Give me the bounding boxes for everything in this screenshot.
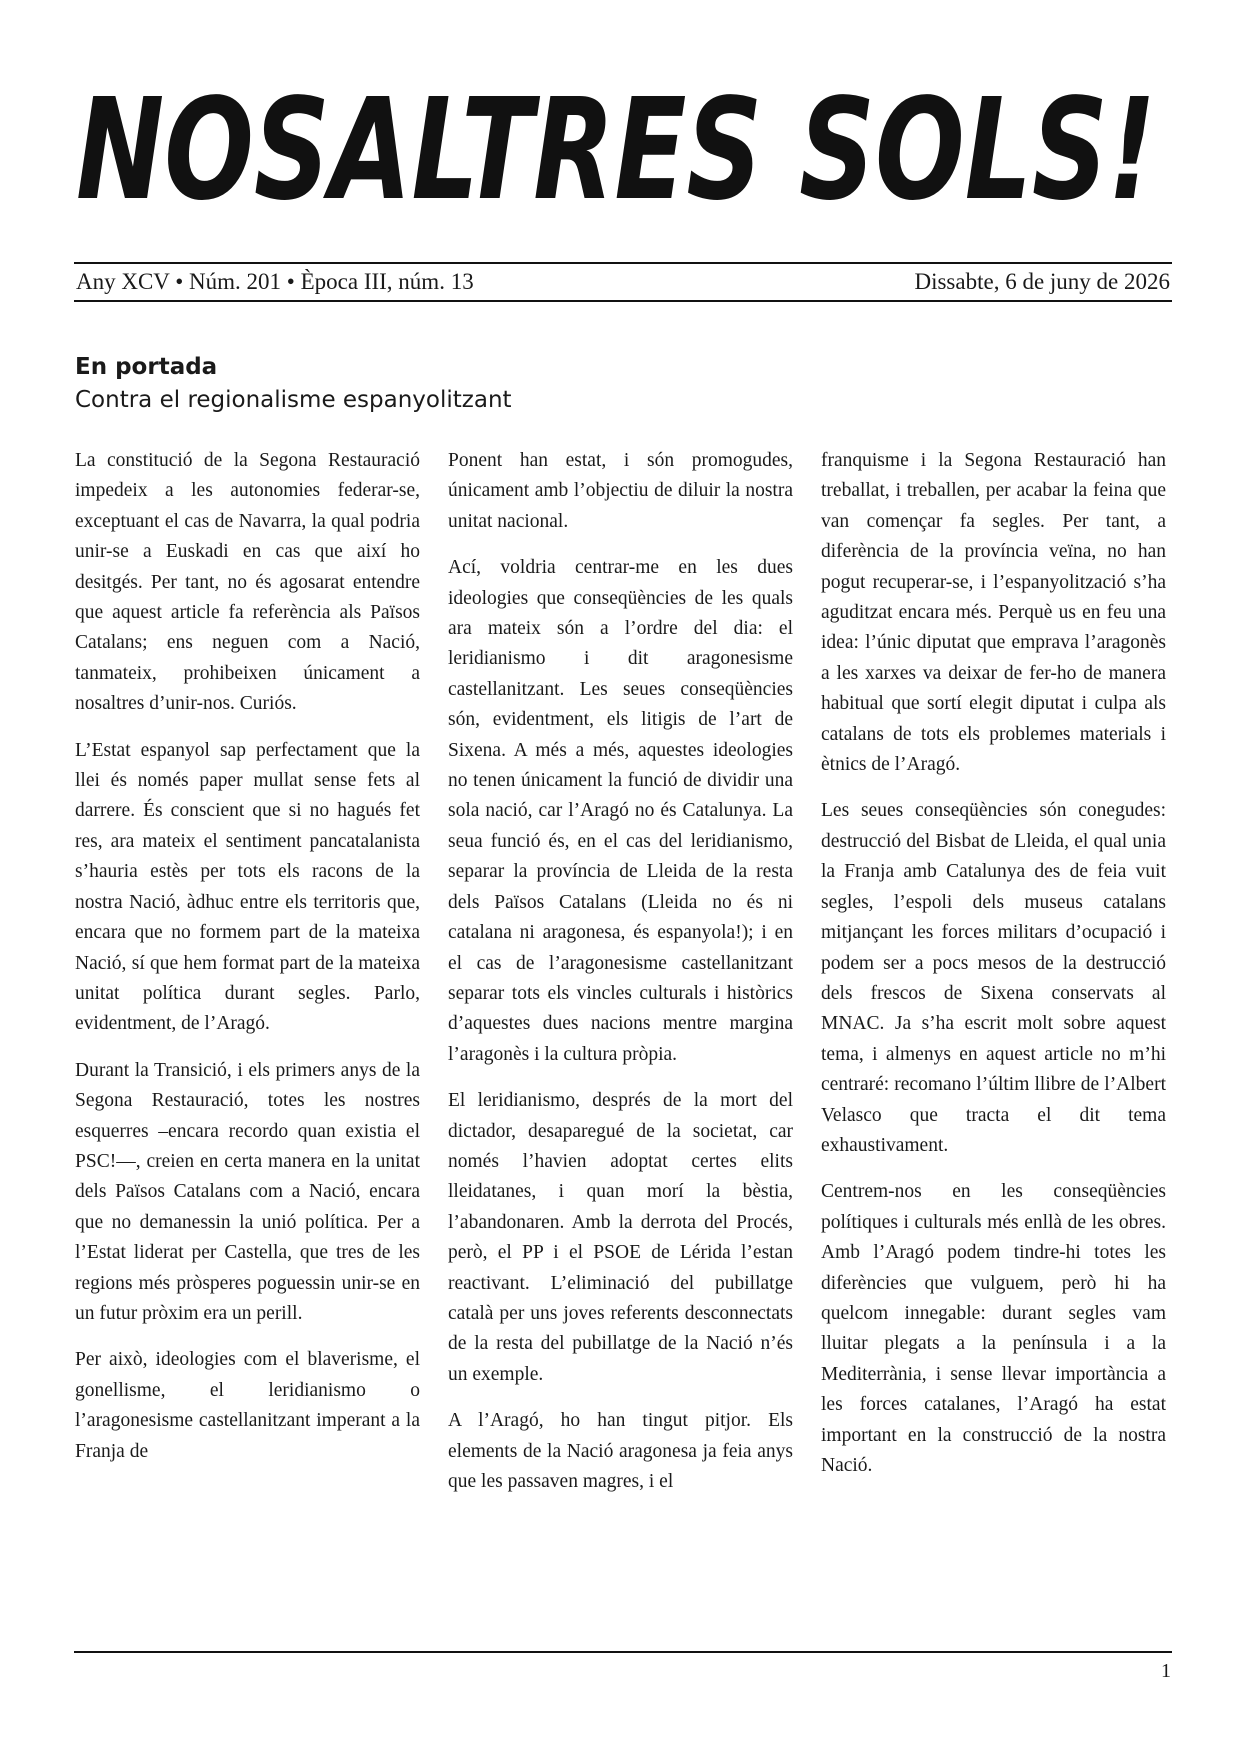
masthead-wordmark	[76, 66, 1176, 236]
paragraph: El leridianismo, després de la mort del dictador, desaparegué de la societat, car només l’havien adoptat certes elits lleidatanes, i quan morí la bèstia, l’abandonaren. Amb la derrota del Procés, però, el PP i el PSOE de Lérida l’estan reactivant. L’eliminació del pubillatge català per uns joves referents desconnectats de la resta del pubillatge de la Nació n’és un exemple.	[448, 1090, 793, 1385]
footer-rule	[74, 1651, 1172, 1653]
paragraph: A l’Aragó, ho han tingut pitjor. Els elements de la Nació aragonesa ja feia anys que les passaven magres, i el	[448, 1410, 793, 1492]
paragraph: Ponent han estat, i són promogudes, únicament amb l’objectiu de diluir la nostra unitat nacional.	[448, 450, 793, 532]
article-column-2	[448, 446, 793, 1513]
paragraph: Les seues conseqüències són conegudes: destrucció del Bisbat de Lleida, el qual unia la Franja amb Catalunya des de feia vuit segles, l’espoli dels museus catalans mitjançant les forces militars d’ocupació i podem ser a pocs mesos de la destrucció dels frescos de Sixena conservats al MNAC. Ja s’ha escrit molt sobre aquest tema, i almenys en aquest article no m’hi centraré: recomano l’últim llibre de l’Albert Velasco que tracta el dit tema exhaustivament.	[821, 800, 1166, 1156]
section-kicker: En portada	[75, 354, 218, 380]
article-column-1	[75, 446, 420, 1483]
page-number: 1	[1161, 1660, 1171, 1682]
masthead-logo	[76, 66, 1176, 236]
article-headline: Contra el regionalisme espanyolitzant	[75, 387, 512, 413]
article-column-3	[821, 446, 1166, 1497]
paragraph: L’Estat espanyol sap perfectament que la llei és només paper mullat sense fets al darrere. És conscient que si no hagués fet res, ara mateix el sentiment pancatalanista s’hauria estès per tots els racons de la nostra Nació, àdhuc entre els territoris que, encara que no formem part de la mateixa Nació, sí que hem format part de la mateixa unitat política durant segles. Parlo, evidentment, de l’Aragó.	[75, 739, 420, 1035]
issue-number: Any XCV • Núm. 201 • Època III, núm. 13	[76, 269, 474, 294]
paragraph: Per això, ideologies com el blaverisme, el gonellisme, el leridianismo o l’aragonesisme castellanitzant imperant a la Franja de	[75, 1349, 420, 1462]
paragraph: Ací, voldria centrar-me en les dues ideologies que conseqüències de les quals ara mateix són a l’ordre del dia: el leridianismo i dit aragonesisme castellanitzant. Les seues conseqüències són, evidentment, els litigis de l’art de Sixena. A més a més, aquestes ideologies no tenen únicament la funció de dividir una sola nació, car l’Aragó no és Catalunya. La seua funció és, en el cas del leridianismo, separar la província de Lleida de la resta dels Països Catalans (Lleida no és ni catalana ni aragonesa, és espanyola!); i en el cas de l’aragonesisme castellanitzant separar tots els vincles culturals i històrics d’aquestes dues nacions mentre margina l’aragonès i la cultura pròpia.	[448, 557, 793, 1065]
paragraph: Durant la Transició, i els primers anys de la Segona Restauració, totes les nostres esquerres –encara recordo quan existia el PSC!—, creien en certa manera en la unitat dels Països Catalans com a Nació, encara que no demanessin la unió política. Per a l’Estat liderat per Castella, que tres de les regions més pròsperes poguessin unir-se en un futur pròxim era un perill.	[75, 1059, 420, 1324]
issue-date: Dissabte, 6 de juny de 2026	[914, 269, 1170, 294]
paragraph: franquisme i la Segona Restauració han treballat, i treballen, per acabar la feina que van començar fa segles. Per tant, a diferència de la província veïna, no han pogut recuperar-se, i l’espanyolització s’ha aguditzat encara més. Perquè us en feu una idea: l’únic diputat que emprava l’aragonès a les xarxes va deixar de fer-ho de manera habitual que sortí elegit diputat i culpa als catalans de tots els problemes materials i ètnics de l’Aragó.	[821, 450, 1166, 776]
paragraph: Centrem-nos en les conseqüències polítiques i culturals més enllà de les obres. Amb l’Aragó podem tindre-hi totes les diferències que vulguem, però hi ha quelcom innegable: durant segles vam lluitar plegats a la península i a la Mediterrània, i sense llevar importància a les forces catalanes, l’Aragó ha estat important en la construcció de la nostra Nació.	[821, 1181, 1166, 1476]
paragraph: La constitució de la Segona Restauració impedeix a les autonomies federar-se, exceptuant el cas de Navarra, la qual podria unir-se a Euskadi en cas que així ho desitgés. Per tant, no és agosarat entendre que aquest article fa referència als Països Catalans; ens neguen com a Nació, tanmateix, prohibeixen únicament a nosaltres d’unir-nos. Curiós.	[75, 450, 420, 715]
issue-info-bar	[74, 262, 1172, 302]
masthead-title: NOSALTRES SOLS!	[76, 69, 1156, 232]
